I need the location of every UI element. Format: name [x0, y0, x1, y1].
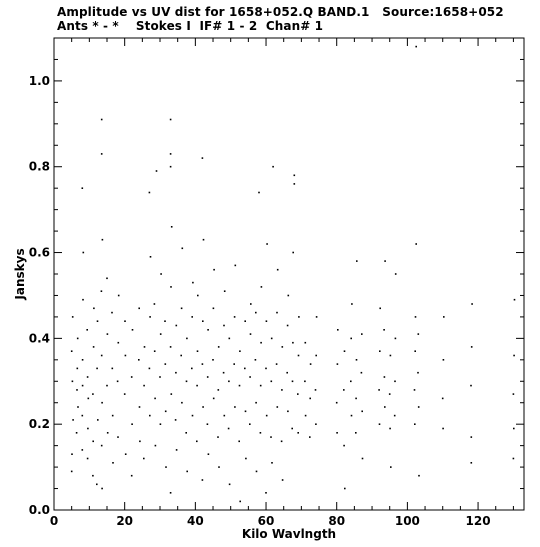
data-point: [305, 342, 307, 344]
data-point: [72, 381, 74, 383]
data-point: [379, 423, 381, 425]
data-point: [202, 479, 204, 481]
data-point: [235, 265, 237, 267]
data-point: [309, 398, 311, 400]
data-point: [245, 458, 247, 460]
data-point: [132, 329, 134, 331]
data-point: [170, 492, 172, 494]
data-point: [149, 415, 151, 417]
y-tick-label: 0.0: [28, 503, 50, 517]
data-point: [125, 453, 127, 455]
data-point: [309, 436, 311, 438]
data-point: [96, 368, 98, 370]
data-point: [185, 432, 187, 434]
data-point: [258, 192, 260, 194]
data-point: [87, 428, 89, 430]
x-tick-label: 0: [49, 514, 59, 528]
plot-frame: [54, 38, 524, 510]
data-point: [362, 458, 364, 460]
data-point: [316, 316, 318, 318]
data-point: [160, 423, 162, 425]
data-point: [207, 329, 209, 331]
data-point: [286, 372, 288, 374]
data-point: [213, 308, 215, 310]
data-point: [229, 338, 231, 340]
data-point: [117, 381, 119, 383]
data-point: [149, 316, 151, 318]
data-point: [112, 368, 114, 370]
data-point: [191, 368, 193, 370]
data-point: [131, 376, 133, 378]
data-point: [106, 385, 108, 387]
data-point: [181, 308, 183, 310]
data-point: [513, 428, 515, 430]
data-point: [471, 436, 473, 438]
data-point: [96, 484, 98, 486]
data-point: [233, 363, 235, 365]
data-point: [265, 368, 267, 370]
data-point: [224, 290, 226, 292]
data-point: [244, 368, 246, 370]
data-point: [72, 419, 74, 421]
data-point: [336, 432, 338, 434]
data-point: [270, 436, 272, 438]
data-point: [171, 226, 173, 228]
data-point: [277, 269, 279, 271]
data-point: [192, 415, 194, 417]
y-tick-label: 1.0: [28, 73, 50, 88]
data-point: [72, 316, 74, 318]
data-point: [192, 282, 194, 284]
data-point: [197, 350, 199, 352]
data-point: [164, 320, 166, 322]
data-point: [361, 411, 363, 413]
data-point: [71, 453, 73, 455]
data-point: [170, 346, 172, 348]
data-point: [143, 385, 145, 387]
data-point: [265, 492, 267, 494]
data-point: [107, 432, 109, 434]
data-point: [361, 333, 363, 335]
data-point: [117, 436, 119, 438]
data-point: [208, 453, 210, 455]
data-point: [202, 157, 204, 159]
data-point: [82, 385, 84, 387]
data-point: [106, 278, 108, 280]
data-point: [415, 243, 417, 245]
data-point: [291, 428, 293, 430]
data-point: [170, 166, 172, 168]
data-point: [77, 406, 79, 408]
data-point: [143, 458, 145, 460]
data-point: [112, 415, 114, 417]
data-point: [281, 389, 283, 391]
x-tick-label: 60: [257, 514, 275, 528]
data-point: [238, 441, 240, 443]
data-point: [107, 333, 109, 335]
data-point: [336, 402, 338, 404]
data-point: [260, 432, 262, 434]
data-point: [294, 183, 296, 185]
x-tick-label: 40: [187, 514, 204, 528]
data-point: [239, 385, 241, 387]
data-point: [165, 363, 167, 365]
data-point: [77, 338, 79, 340]
data-point: [82, 359, 84, 361]
data-point: [298, 355, 300, 357]
data-point: [513, 355, 515, 357]
data-point: [186, 338, 188, 340]
data-point: [159, 376, 161, 378]
data-point: [271, 338, 273, 340]
data-point: [260, 342, 262, 344]
data-point: [344, 488, 346, 490]
data-point: [266, 415, 268, 417]
data-point: [513, 393, 515, 395]
data-point: [234, 406, 236, 408]
data-point: [337, 329, 339, 331]
data-point: [87, 458, 89, 460]
data-point: [276, 312, 278, 314]
data-point: [149, 368, 151, 370]
data-point: [281, 441, 283, 443]
data-point: [276, 363, 278, 365]
data-point: [92, 393, 94, 395]
data-point: [180, 355, 182, 357]
data-point: [154, 350, 156, 352]
data-point: [124, 320, 126, 322]
data-point: [390, 466, 392, 468]
chart-title: Amplitude vs UV dist for 1658+052.Q BAND.1 Source:1658+052: [57, 5, 504, 19]
data-point: [255, 359, 257, 361]
x-tick-label: 100: [394, 514, 420, 528]
data-point: [97, 419, 99, 421]
data-point: [394, 415, 396, 417]
data-point: [86, 329, 88, 331]
data-point: [186, 471, 188, 473]
data-point: [379, 350, 381, 352]
data-point: [351, 303, 353, 305]
data-point: [218, 346, 220, 348]
data-point: [170, 286, 172, 288]
data-point: [245, 411, 247, 413]
data-point: [176, 449, 178, 451]
data-point: [417, 372, 419, 374]
x-axis-label: Kilo Wavlngth: [241, 527, 337, 541]
data-point: [288, 295, 290, 297]
data-point: [384, 376, 386, 378]
data-point: [112, 462, 114, 464]
data-point: [101, 402, 103, 404]
data-point: [337, 363, 339, 365]
data-point: [272, 166, 274, 168]
data-point: [229, 484, 231, 486]
data-point: [101, 355, 103, 357]
data-point: [389, 428, 391, 430]
data-point: [297, 393, 299, 395]
data-point: [361, 372, 363, 374]
data-point: [118, 295, 120, 297]
data-point: [471, 303, 473, 305]
data-point: [97, 320, 99, 322]
data-point: [414, 389, 416, 391]
data-point: [191, 316, 193, 318]
data-point: [271, 381, 273, 383]
data-point: [294, 175, 296, 177]
y-tick-label: 0.4: [28, 331, 50, 346]
data-point: [470, 385, 472, 387]
tick-labels: [29, 74, 491, 528]
data-point: [197, 295, 199, 297]
data-point: [181, 402, 183, 404]
data-point: [344, 350, 346, 352]
x-tick-label: 20: [116, 514, 134, 528]
data-point: [202, 320, 204, 322]
data-point: [414, 423, 416, 425]
data-point: [443, 316, 445, 318]
data-point: [343, 445, 345, 447]
data-point: [351, 415, 353, 417]
data-point: [261, 286, 263, 288]
data-point: [118, 342, 120, 344]
data-point: [82, 449, 84, 451]
x-tick-label: 120: [465, 514, 491, 528]
data-point: [131, 475, 133, 477]
data-point: [160, 333, 162, 335]
data-point: [442, 428, 444, 430]
data-point: [271, 462, 273, 464]
data-point: [102, 239, 104, 241]
data-point: [350, 338, 352, 340]
data-point: [250, 303, 252, 305]
data-point: [414, 350, 416, 352]
data-point: [228, 381, 230, 383]
data-point: [76, 389, 78, 391]
x-tick-label: 80: [328, 514, 346, 528]
data-point: [101, 153, 103, 155]
data-point: [101, 119, 103, 121]
data-point: [93, 308, 95, 310]
data-point: [207, 423, 209, 425]
chart-subtitle: Ants * - * Stokes I IF# 1 - 2 Chan# 1: [57, 19, 324, 33]
data-point: [101, 290, 103, 292]
data-point: [266, 243, 268, 245]
data-point: [154, 303, 156, 305]
data-point: [471, 346, 473, 348]
data-point: [390, 355, 392, 357]
data-point: [305, 415, 307, 417]
data-point: [234, 316, 236, 318]
data-point: [384, 406, 386, 408]
data-point: [355, 398, 357, 400]
data-point: [282, 479, 284, 481]
y-tick-label: 0.2: [28, 417, 50, 432]
data-point: [165, 411, 167, 413]
data-point: [101, 488, 103, 490]
data-point: [83, 252, 85, 254]
data-point: [298, 316, 300, 318]
data-point: [292, 252, 294, 254]
data-point: [156, 170, 158, 172]
data-point: [315, 389, 317, 391]
data-point: [315, 423, 317, 425]
data-point: [76, 432, 78, 434]
y-axis-label: Janskys: [13, 248, 27, 300]
data-point: [389, 393, 391, 395]
data-point: [138, 308, 140, 310]
data-point: [171, 393, 173, 395]
data-point: [175, 372, 177, 374]
data-point: [304, 381, 306, 383]
data-point: [343, 389, 345, 391]
data-points: [71, 46, 515, 502]
data-point: [139, 406, 141, 408]
y-tick-label: 0.8: [28, 159, 50, 174]
data-point: [310, 363, 312, 365]
data-point: [443, 359, 445, 361]
data-point: [255, 402, 257, 404]
data-point: [92, 475, 94, 477]
data-point: [384, 260, 386, 262]
data-point: [138, 359, 140, 361]
data-point: [383, 329, 385, 331]
data-point: [82, 415, 84, 417]
data-point: [155, 445, 157, 447]
data-point: [244, 320, 246, 322]
data-point: [266, 320, 268, 322]
data-point: [212, 359, 214, 361]
data-point: [196, 385, 198, 387]
data-point: [228, 428, 230, 430]
data-point: [207, 376, 209, 378]
data-point: [77, 368, 79, 370]
data-point: [213, 269, 215, 271]
data-point: [356, 359, 358, 361]
data-point: [513, 458, 515, 460]
data-point: [415, 316, 417, 318]
data-point: [149, 192, 151, 194]
data-point: [394, 381, 396, 383]
data-point: [176, 325, 178, 327]
y-tick-label: 0.6: [28, 245, 50, 260]
data-point: [93, 346, 95, 348]
data-point: [356, 260, 358, 262]
data-point: [203, 239, 205, 241]
data-point: [218, 389, 220, 391]
data-point: [154, 398, 156, 400]
data-point: [249, 376, 251, 378]
data-point: [223, 372, 225, 374]
data-point: [124, 393, 126, 395]
data-point: [196, 441, 198, 443]
data-point: [144, 346, 146, 348]
data-point: [92, 441, 94, 443]
data-point: [277, 406, 279, 408]
data-point: [175, 419, 177, 421]
data-point: [292, 342, 294, 344]
data-point: [255, 312, 257, 314]
data-point: [315, 355, 317, 357]
data-point: [224, 415, 226, 417]
data-point: [282, 346, 284, 348]
data-point: [355, 432, 357, 434]
data-point: [71, 350, 73, 352]
data-point: [395, 338, 397, 340]
data-point: [379, 308, 381, 310]
data-point: [514, 299, 516, 301]
data-point: [182, 248, 184, 250]
data-point: [260, 385, 262, 387]
data-point: [415, 46, 417, 48]
data-point: [471, 462, 473, 464]
data-point: [101, 445, 103, 447]
data-point: [131, 423, 133, 425]
data-point: [239, 350, 241, 352]
data-point: [442, 398, 444, 400]
data-point: [82, 187, 84, 189]
data-point: [213, 398, 215, 400]
data-point: [125, 355, 127, 357]
data-point: [350, 381, 352, 383]
data-point: [378, 389, 380, 391]
data-point: [202, 406, 204, 408]
data-point: [82, 299, 84, 301]
data-point: [249, 423, 251, 425]
data-point: [139, 441, 141, 443]
data-point: [186, 381, 188, 383]
data-point: [88, 398, 90, 400]
data-point: [256, 471, 258, 473]
data-point: [160, 273, 162, 275]
data-point: [223, 325, 225, 327]
data-point: [150, 256, 152, 258]
data-point: [418, 333, 420, 335]
data-point: [297, 432, 299, 434]
data-point: [71, 471, 73, 473]
axis-ticks: [54, 38, 524, 510]
data-point: [292, 381, 294, 383]
data-point: [217, 436, 219, 438]
data-point: [165, 466, 167, 468]
data-point: [87, 376, 89, 378]
data-point: [170, 119, 172, 121]
data-point: [239, 501, 241, 503]
data-point: [287, 325, 289, 327]
data-point: [418, 406, 420, 408]
data-point: [202, 363, 204, 365]
data-point: [287, 411, 289, 413]
data-point: [111, 312, 113, 314]
data-point: [170, 153, 172, 155]
data-point: [218, 466, 220, 468]
data-point: [418, 475, 420, 477]
data-point: [250, 333, 252, 335]
data-point: [395, 273, 397, 275]
